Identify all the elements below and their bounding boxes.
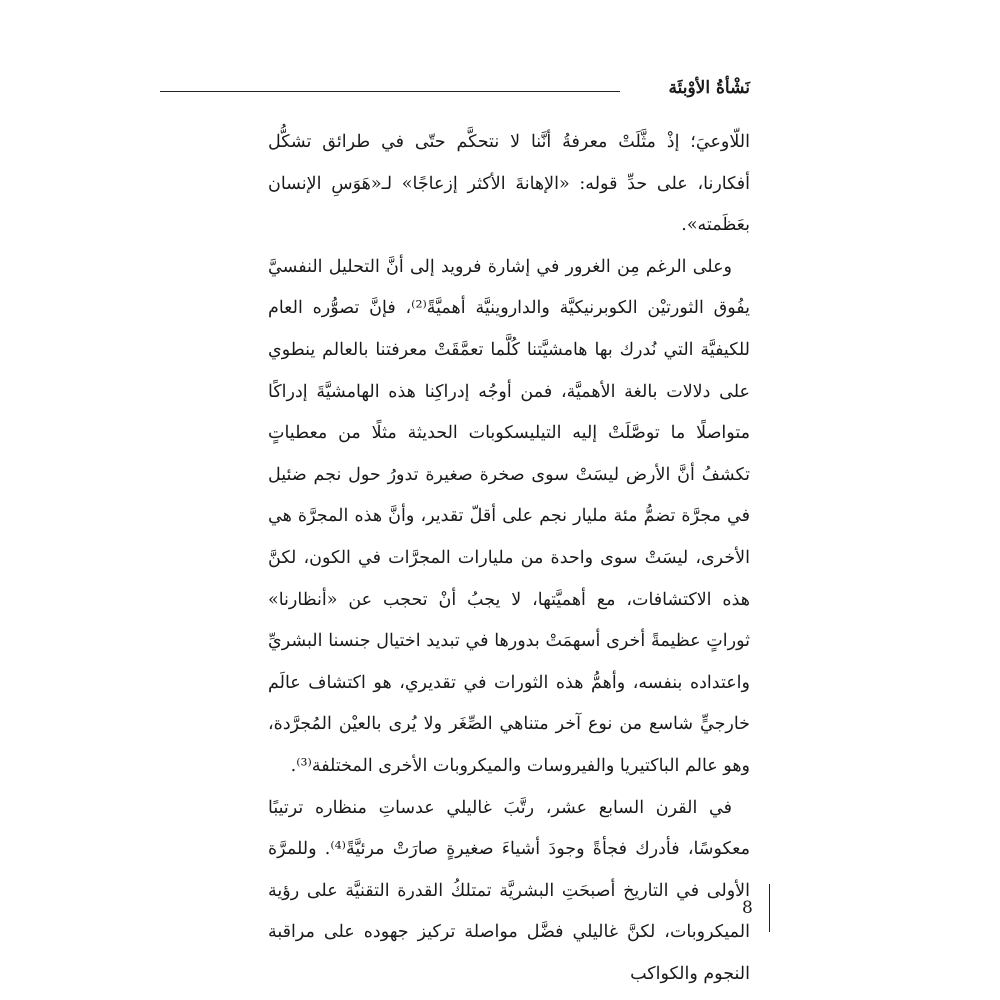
header-rule [160, 91, 620, 92]
page-number: 8 [742, 898, 753, 918]
paragraph-2: وعلى الرغم مِن الغرور في إشارة فرويد إلى أنَّ التحليل النفسيَّ يفُوق الثورتيْن الكوبرنيكيَّة والداروينيَّة أهميَّةً⁽²⁾، فإنَّ تصوُّره العام للكيفيَّة التي نُدرك بها هامشيَّتنا كُلَّما تعمَّقَتْ معرفتنا بالعالم ينطوي على دلالات بالغة الأهميَّة، فمن أوجُه إدراكِنا هذه الهامشيَّةَ إدراكًا متواصلًا ما توصَّلَتْ إليه التيليسكوبات الحديثة مثلًا من معطياتٍ تكشفُ أنَّ الأرض ليسَتْ سوى صخرة صغيرة تدورُ حول نجم ضئيل في مجرَّة تضمُّ مئة مليار نجم على أقلّ تقدير، وأنَّ هذه المجرَّة هي الأخرى، ليسَتْ سوى واحدة من مليارات المجرَّات في الكون، لكنَّ هذه الاكتشافات، مع أهميَّتها، لا يجبُ أنْ تحجب عن «أنظارنا» ثوراتٍ عظيمةً أخرى أسهمَتْ بدورها في تبديد اختيال جنسنا البشريِّ واعتداده بنفسه، وأهمُّ هذه الثورات في تقديري، هو اكتشاف عالَم خارجيٍّ شاسع من نوع آخر متناهي الصِّغَر ولا يُرى بالعيْن المُجرَّدة، وهو عالم الباكتيريا والفيروسات والميكروبات الأخرى المختلفة⁽³⁾. [268, 256, 750, 776]
paragraph-3: في القرن السابع عشر، رتَّبَ غاليلي عدساتِ منظاره ترتيبًا معكوسًا، فأدرك فجأةً وجودَ أشياءَ صغيرةٍ صارَتْ مرئيَّةً⁽⁴⁾. وللمرَّة الأولى في التاريخ أصبحَتِ البشريَّة تمتلكُ القدرة التقنيَّة على رؤية الميكروبات، لكنَّ غاليلي فضَّل مواصلة تركيز جهوده على مراقبة النجوم والكواكب [268, 797, 750, 984]
page-folio [742, 884, 772, 932]
body-text [268, 122, 750, 995]
folio-rule [769, 884, 770, 932]
paragraph-1: اللّاوعيَ؛ إذْ مثَّلَتْ معرفةُ أنَّنا لا نتحكَّم حتّى في طرائق تشكُّل أفكارنا، على حدِّ قوله: «الإهانةَ الأكثر إزعاجًا» لـ«هَوَسِ الإنسان بعَظَمته». [268, 132, 750, 236]
running-head [160, 78, 750, 102]
chapter-title: نَشْأةُ الأوْبئَة [668, 78, 750, 98]
